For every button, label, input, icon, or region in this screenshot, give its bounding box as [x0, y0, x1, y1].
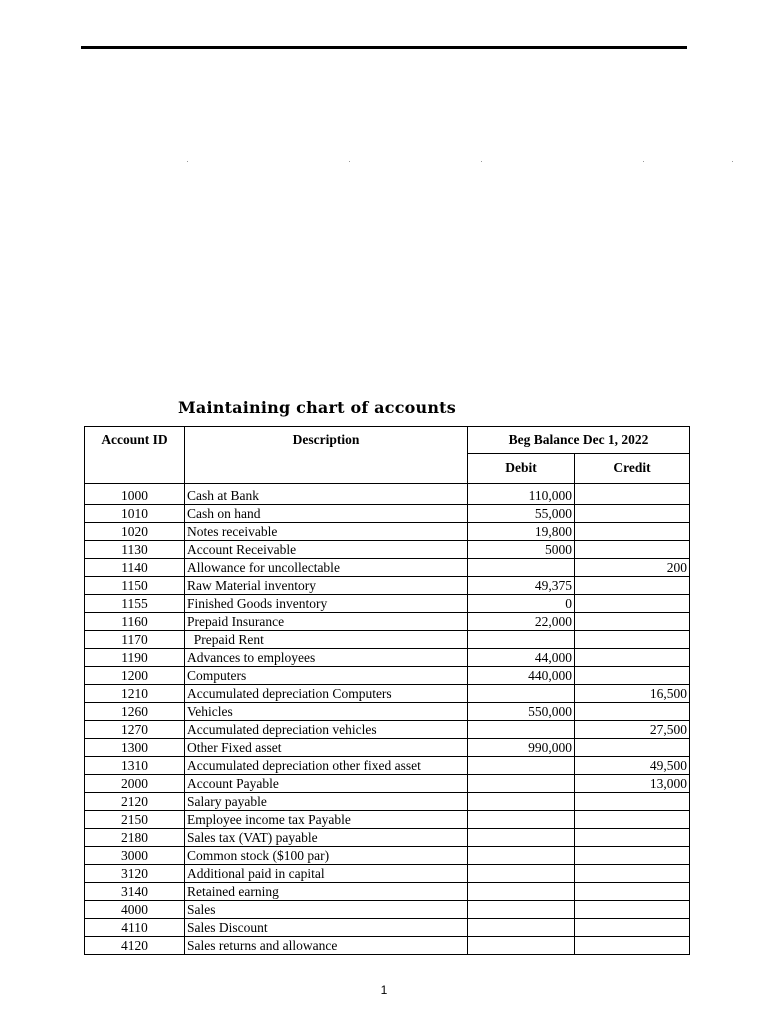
debit-cell	[468, 847, 575, 865]
description-cell: Prepaid Insurance	[185, 613, 468, 631]
description-cell: Vehicles	[185, 703, 468, 721]
top-rule	[81, 46, 687, 49]
credit-cell	[575, 901, 690, 919]
chart-of-accounts-table	[84, 426, 690, 955]
credit-cell	[575, 523, 690, 541]
description-cell: Sales	[185, 901, 468, 919]
debit-cell: 55,000	[468, 505, 575, 523]
description-cell: Accumulated depreciation vehicles	[185, 721, 468, 739]
account-id-cell: 4000	[85, 901, 185, 919]
account-id-cell: 1300	[85, 739, 185, 757]
table-row	[85, 559, 690, 577]
debit-cell	[468, 631, 575, 649]
debit-cell	[468, 685, 575, 703]
table-row	[85, 901, 690, 919]
account-id-cell: 2180	[85, 829, 185, 847]
page-number: 1	[380, 983, 388, 997]
account-id-cell: 1140	[85, 559, 185, 577]
account-id-cell: 1270	[85, 721, 185, 739]
description-cell: Accumulated depreciation Computers	[185, 685, 468, 703]
description-cell: Salary payable	[185, 793, 468, 811]
table-row	[85, 793, 690, 811]
debit-cell: 22,000	[468, 613, 575, 631]
description-cell: Prepaid Rent	[185, 631, 468, 649]
account-id-cell: 2000	[85, 775, 185, 793]
description-cell: Notes receivable	[185, 523, 468, 541]
account-id-cell: 1000	[85, 484, 185, 505]
account-id-cell: 1160	[85, 613, 185, 631]
credit-cell: 13,000	[575, 775, 690, 793]
description-cell: Sales Discount	[185, 919, 468, 937]
credit-cell: 27,500	[575, 721, 690, 739]
description-cell: Employee income tax Payable	[185, 811, 468, 829]
account-id-cell: 1170	[85, 631, 185, 649]
description-cell: Account Payable	[185, 775, 468, 793]
table-row	[85, 847, 690, 865]
account-id-cell: 1310	[85, 757, 185, 775]
account-id-cell: 2120	[85, 793, 185, 811]
header-credit: Credit	[575, 454, 690, 484]
debit-cell	[468, 559, 575, 577]
debit-cell: 19,800	[468, 523, 575, 541]
table-row	[85, 523, 690, 541]
debit-cell	[468, 829, 575, 847]
debit-cell	[468, 811, 575, 829]
table-body	[85, 484, 690, 955]
description-cell: Common stock ($100 par)	[185, 847, 468, 865]
table-row	[85, 595, 690, 613]
credit-cell	[575, 847, 690, 865]
table-row	[85, 721, 690, 739]
description-cell: Advances to employees	[185, 649, 468, 667]
description-cell: Raw Material inventory	[185, 577, 468, 595]
stray-dot	[187, 161, 188, 162]
account-id-cell: 1150	[85, 577, 185, 595]
table-row	[85, 811, 690, 829]
document-title: Maintaining chart of accounts	[178, 398, 456, 417]
debit-cell: 990,000	[468, 739, 575, 757]
stray-dot	[643, 161, 644, 162]
table-row	[85, 829, 690, 847]
table-row	[85, 667, 690, 685]
credit-cell: 49,500	[575, 757, 690, 775]
credit-cell	[575, 703, 690, 721]
stray-dot	[481, 161, 482, 162]
description-cell: Accumulated depreciation other fixed asset	[185, 757, 468, 775]
description-cell: Sales tax (VAT) payable	[185, 829, 468, 847]
credit-cell	[575, 739, 690, 757]
table-row	[85, 541, 690, 559]
table-row	[85, 865, 690, 883]
debit-cell	[468, 793, 575, 811]
description-cell: Additional paid in capital	[185, 865, 468, 883]
credit-cell	[575, 595, 690, 613]
table-row	[85, 937, 690, 955]
table-row	[85, 703, 690, 721]
credit-cell	[575, 793, 690, 811]
debit-cell	[468, 757, 575, 775]
debit-cell	[468, 775, 575, 793]
account-id-cell: 3000	[85, 847, 185, 865]
credit-cell	[575, 577, 690, 595]
stray-dot	[349, 161, 350, 162]
stray-dot	[732, 161, 733, 162]
account-id-cell: 4110	[85, 919, 185, 937]
debit-cell: 440,000	[468, 667, 575, 685]
debit-cell	[468, 865, 575, 883]
table-row	[85, 919, 690, 937]
table-row	[85, 685, 690, 703]
credit-cell	[575, 631, 690, 649]
account-id-cell: 1155	[85, 595, 185, 613]
description-cell: Cash on hand	[185, 505, 468, 523]
debit-cell: 550,000	[468, 703, 575, 721]
credit-cell	[575, 505, 690, 523]
header-debit: Debit	[468, 454, 575, 484]
account-id-cell: 1190	[85, 649, 185, 667]
table-row	[85, 739, 690, 757]
description-cell: Finished Goods inventory	[185, 595, 468, 613]
description-cell: Computers	[185, 667, 468, 685]
description-cell: Retained earning	[185, 883, 468, 901]
credit-cell	[575, 883, 690, 901]
account-id-cell: 1200	[85, 667, 185, 685]
credit-cell	[575, 667, 690, 685]
account-id-cell: 4120	[85, 937, 185, 955]
credit-cell	[575, 613, 690, 631]
credit-cell	[575, 649, 690, 667]
account-id-cell: 1130	[85, 541, 185, 559]
account-id-cell: 3120	[85, 865, 185, 883]
table-header-row	[85, 427, 690, 454]
debit-cell: 49,375	[468, 577, 575, 595]
credit-cell: 200	[575, 559, 690, 577]
table-row	[85, 775, 690, 793]
credit-cell	[575, 937, 690, 955]
header-account-id: Account ID	[85, 427, 185, 484]
debit-cell: 0	[468, 595, 575, 613]
account-id-cell: 2150	[85, 811, 185, 829]
table-row	[85, 883, 690, 901]
description-cell: Allowance for uncollectable	[185, 559, 468, 577]
credit-cell	[575, 919, 690, 937]
credit-cell	[575, 541, 690, 559]
table-row	[85, 613, 690, 631]
debit-cell: 110,000	[468, 484, 575, 505]
credit-cell	[575, 484, 690, 505]
debit-cell	[468, 721, 575, 739]
table-row	[85, 649, 690, 667]
credit-cell	[575, 865, 690, 883]
table-row	[85, 505, 690, 523]
description-cell: Account Receivable	[185, 541, 468, 559]
account-id-cell: 1210	[85, 685, 185, 703]
header-beg-balance: Beg Balance Dec 1, 2022	[468, 427, 690, 454]
table-row	[85, 757, 690, 775]
debit-cell	[468, 901, 575, 919]
table-row	[85, 484, 690, 505]
table-row	[85, 631, 690, 649]
account-id-cell: 3140	[85, 883, 185, 901]
debit-cell	[468, 919, 575, 937]
debit-cell: 44,000	[468, 649, 575, 667]
debit-cell	[468, 883, 575, 901]
debit-cell	[468, 937, 575, 955]
credit-cell	[575, 811, 690, 829]
debit-cell: 5000	[468, 541, 575, 559]
credit-cell	[575, 829, 690, 847]
credit-cell: 16,500	[575, 685, 690, 703]
account-id-cell: 1260	[85, 703, 185, 721]
account-id-cell: 1020	[85, 523, 185, 541]
table-row	[85, 577, 690, 595]
account-id-cell: 1010	[85, 505, 185, 523]
description-cell: Cash at Bank	[185, 484, 468, 505]
description-cell: Other Fixed asset	[185, 739, 468, 757]
description-cell: Sales returns and allowance	[185, 937, 468, 955]
header-description: Description	[185, 427, 468, 484]
